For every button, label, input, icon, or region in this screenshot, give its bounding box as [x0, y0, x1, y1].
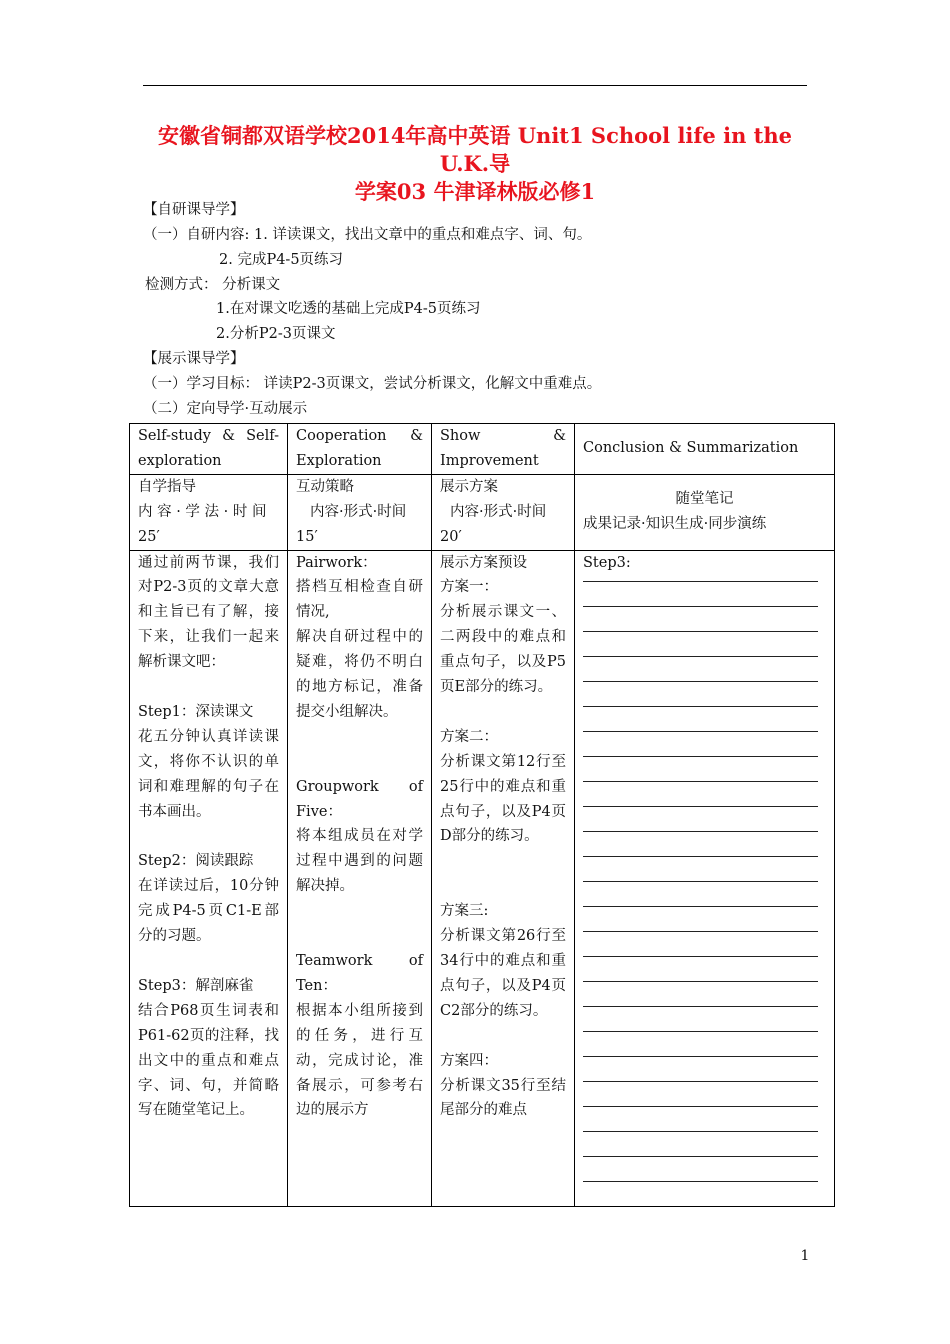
subheader-cooperation-detail: 内容·形式·时间 — [310, 503, 407, 520]
self-study-intro: 通过前两节课，我们对P2-3页的文章大意和主旨已有了解，接下来，让我们一起来解析课文吧： — [138, 554, 279, 671]
notes-step3-label: Step3: — [583, 554, 631, 571]
note-underline — [583, 631, 818, 632]
note-underline — [583, 881, 818, 882]
step3-text: 结合P68页生词表和P61-62页的注释，找出文中的重点和难点字、词、句，并简略写在随堂笔记上。 — [138, 1002, 279, 1119]
table-subheader-row — [130, 474, 835, 550]
note-underline — [583, 706, 818, 707]
subheader-self-study-time: 25′ — [138, 528, 160, 545]
subheader-self-study — [130, 474, 288, 550]
note-underline — [583, 1031, 818, 1032]
self-study-content: （一）自研内容: 1. 详读课文，找出文章中的重点和难点字、词、句。 — [143, 227, 592, 243]
check-method: 检测方式： 分析课文 — [145, 277, 281, 293]
header-conclusion-text: Conclusion & Summarization — [583, 440, 799, 457]
subheader-show-title: 展示方案 — [440, 478, 498, 495]
note-underline — [583, 1081, 818, 1082]
subheader-cooperation-title: 互动策略 — [296, 478, 354, 495]
plan-4-title: 方案四： — [440, 1052, 498, 1069]
header-cooperation-amp: & — [410, 428, 423, 444]
teamwork-text: 根据本小组所接到的任务，进行互动，完成讨论，准备展示，可参考右边的展示方 — [296, 1002, 423, 1119]
cooperation-cell — [288, 550, 432, 1207]
note-underline — [583, 1156, 818, 1157]
subheader-show — [432, 474, 575, 550]
plan-preset-title: 展示方案预设 — [440, 554, 527, 571]
step3-title: Step3：解剖麻雀 — [138, 977, 254, 994]
title-line-2: 学案03 牛津译林版必修1 — [354, 179, 596, 204]
pairwork-title: Pairwork： — [296, 554, 377, 571]
groupwork-title: Groupwork of Five： — [296, 778, 423, 820]
self-study-content-2: 2. 完成P4-5页练习 — [219, 252, 344, 268]
step1-text: 花五分钟认真详读课文，将你不认识的单词和难理解的句子在书本画出。 — [138, 728, 279, 820]
header-self-study-word3: exploration — [138, 452, 222, 469]
header-show-amp: & — [553, 428, 566, 444]
step2-text: 在详读过后，10分钟完成P4-5页C1-E部分的习题。 — [138, 878, 279, 945]
table-body-row — [130, 550, 835, 1207]
note-underline — [583, 1056, 818, 1057]
note-underline — [583, 656, 818, 657]
subheader-notes-title: 随堂笔记 — [675, 490, 734, 507]
note-underline — [583, 781, 818, 782]
note-underline — [583, 1181, 818, 1182]
note-underline — [583, 806, 818, 807]
note-underline — [583, 1006, 818, 1007]
guided-learning: （二）定向导学·互动展示 — [143, 401, 308, 417]
subheader-show-detail: 内容·形式·时间 — [450, 503, 547, 520]
header-rule — [143, 85, 807, 86]
plan-2-text: 分析课文第12行至25行中的难点和重点句子，以及P4页D部分的练习。 — [440, 753, 566, 845]
note-underline — [583, 606, 818, 607]
plan-1-title: 方案一： — [440, 579, 498, 596]
document-title — [130, 122, 820, 206]
subheader-show-time: 20′ — [440, 528, 462, 545]
pairwork-text-1: 搭档互相检查自研情况, — [296, 579, 423, 621]
subheader-self-study-title: 自学指导 — [138, 478, 196, 495]
header-show-word2: Improvement — [440, 452, 539, 469]
header-self-study-word: Self-study — [138, 428, 211, 444]
header-self-study — [130, 424, 288, 475]
plan-1-text: 分析展示课文一、二两段中的难点和重点句子，以及P5页E部分的练习。 — [440, 604, 566, 696]
pairwork-text-2: 解决自研过程中的疑难，将仍不明白的地方标记，准备提交小组解决。 — [296, 629, 423, 720]
groupwork-text: 将本组成员在对学过程中遇到的问题解决掉。 — [296, 828, 423, 895]
note-underline — [583, 906, 818, 907]
note-underline — [583, 981, 818, 982]
subheader-notes-detail: 成果记录·知识生成·同步演练 — [583, 515, 767, 532]
plan-3-text: 分析课文第26行至34行中的难点和重点句子，以及P4页C2部分的练习。 — [440, 928, 566, 1019]
header-show-word: Show — [440, 428, 481, 444]
plan-3-title: 方案三: — [440, 903, 489, 920]
table-header-row — [130, 424, 835, 475]
header-self-study-word2: Self- — [246, 428, 279, 444]
study-plan-table — [129, 423, 835, 1207]
plan-2-title: 方案二： — [440, 728, 498, 745]
check-item-2: 2.分析P2-3页课文 — [216, 326, 336, 342]
header-cooperation — [288, 424, 432, 475]
subheader-cooperation — [288, 474, 432, 550]
notes-lines — [583, 581, 826, 1182]
notes-cell — [575, 550, 835, 1207]
title-line-1: 安徽省铜都双语学校2014年高中英语 Unit1 School life in the U.K.导 — [157, 123, 792, 176]
note-underline — [583, 581, 818, 582]
note-underline — [583, 681, 818, 682]
note-underline — [583, 1106, 818, 1107]
header-self-study-amp: & — [222, 428, 235, 444]
section-heading-show: 【展示课导学】 — [143, 351, 245, 367]
learning-goal: （一）学习目标： 详读P2-3页课文，尝试分析课文，化解文中重难点。 — [143, 376, 602, 392]
note-underline — [583, 956, 818, 957]
step1-title: Step1：深读课文 — [138, 703, 254, 720]
note-underline — [583, 856, 818, 857]
note-underline — [583, 931, 818, 932]
teamwork-title: Teamwork of Ten： — [296, 953, 423, 994]
check-item-1: 1.在对课文吃透的基础上完成P4-5页练习 — [216, 301, 481, 317]
note-underline — [583, 831, 818, 832]
section-heading-self-study: 【自研课导学】 — [143, 202, 245, 218]
subheader-cooperation-time: 15′ — [296, 528, 318, 545]
self-study-guide-cell — [130, 550, 288, 1207]
subheader-notes — [575, 474, 835, 550]
subheader-self-study-detail: 内 容 · 学 法 · 时 间 — [138, 503, 267, 520]
note-underline — [583, 756, 818, 757]
note-underline — [583, 731, 818, 732]
step2-title: Step2：阅读跟踪 — [138, 853, 254, 870]
page-number: 1 — [800, 1248, 810, 1264]
note-underline — [583, 1131, 818, 1132]
header-cooperation-word2: Exploration — [296, 452, 382, 469]
header-conclusion — [575, 424, 835, 475]
plan-4-text: 分析课文35行至结尾部分的难点 — [440, 1077, 566, 1119]
header-cooperation-word: Cooperation — [296, 428, 387, 444]
header-show — [432, 424, 575, 475]
show-plan-cell — [432, 550, 575, 1207]
